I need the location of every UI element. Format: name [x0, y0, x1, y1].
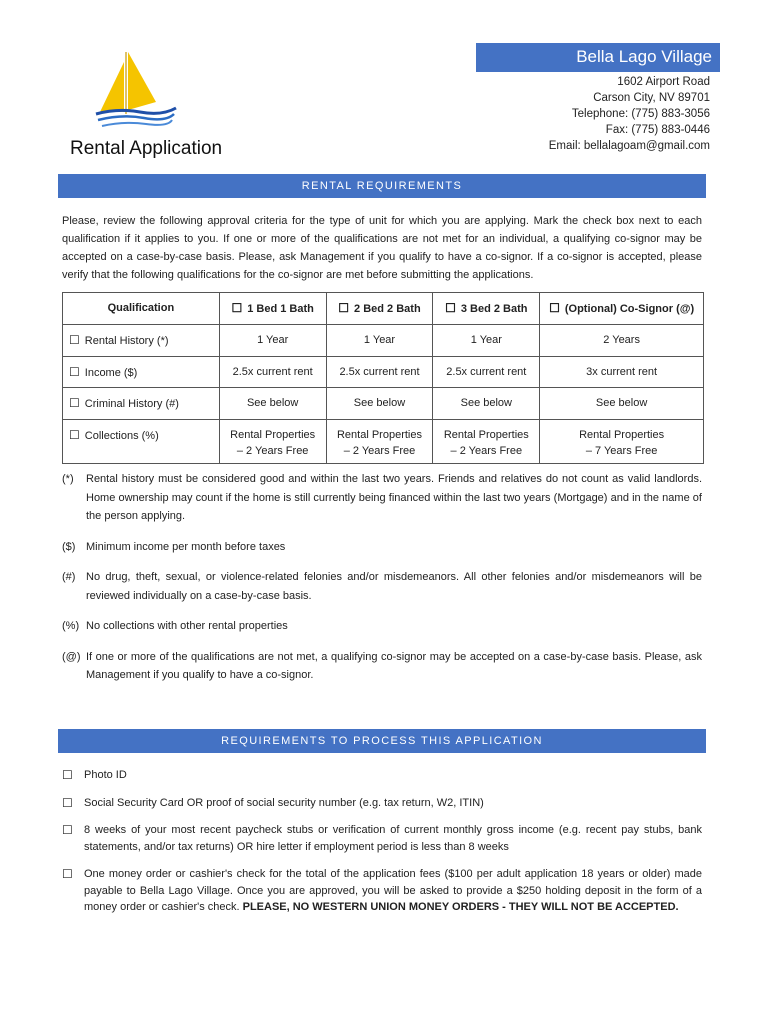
- section-header-rental-requirements: RENTAL REQUIREMENTS: [58, 174, 706, 198]
- list-item[interactable]: ☐ Social Security Card OR proof of social security number (e.g. tax return, W2, ITIN): [62, 795, 484, 810]
- table-cell: See below: [326, 388, 433, 420]
- checkbox-icon[interactable]: ☐: [62, 768, 73, 782]
- footnote: (#) No drug, theft, sexual, or violence-related felonies and/or misdemeanors. All other felonies and/or misdemeanors will be reviewed individually on a case-by-case basis.: [62, 571, 702, 602]
- table-cell: 2.5x current rent: [326, 356, 433, 388]
- checkbox-icon[interactable]: ☐: [62, 823, 73, 837]
- checkbox-icon: ☐: [69, 396, 80, 410]
- table-header-cell[interactable]: ☐ 2 Bed 2 Bath: [326, 293, 433, 325]
- intro-paragraph: Please, review the following approval criteria for the type of unit for which you are applying. Mark the check box next to each qualification if it applies to you. If one or more of the qualifications are not met for an individual, a qualifying co-signor may be accepted on a case-by-case basis. Please, ask Management if you qualify to have a co-signor. If a co-signor is accepted, please verify that the following qualifications for the co-signor are met before submitting the applications.: [62, 215, 702, 281]
- process-requirements-list: [62, 767, 702, 927]
- table-cell: See below: [433, 388, 540, 420]
- table-cell: 1 Year: [433, 325, 540, 357]
- table-row: [63, 325, 704, 357]
- org-name-banner: Bella Lago Village: [476, 43, 720, 72]
- table-cell: 2 Years: [540, 325, 704, 357]
- table-header-cell[interactable]: ☐ (Optional) Co-Signor (@): [540, 293, 704, 325]
- footnote: (@) If one or more of the qualifications are not met, a qualifying co-signor may be accepted on a case-by-case basis. Please, ask Management if you qualify to have a co-signor.: [62, 650, 702, 681]
- table-cell: 1 Year: [326, 325, 433, 357]
- checkbox-icon: ☐: [445, 301, 456, 315]
- footnote: ($) Minimum income per month before taxes: [62, 540, 286, 553]
- section-header-process-requirements: REQUIREMENTS TO PROCESS THIS APPLICATION: [58, 729, 706, 753]
- table-header-cell[interactable]: ☐ 3 Bed 2 Bath: [433, 293, 540, 325]
- table-row: [63, 388, 704, 420]
- telephone-line: Telephone: (775) 883-3056: [571, 108, 710, 120]
- table-cell: Rental Properties – 7 Years Free: [540, 419, 704, 463]
- checkbox-icon: ☐: [231, 301, 243, 315]
- table-cell: 2.5x current rent: [219, 356, 326, 388]
- checkbox-icon: ☐: [69, 333, 80, 347]
- email-line: Email: bellalagoam@gmail.com: [548, 140, 710, 152]
- checkbox-icon[interactable]: ☐: [62, 795, 73, 810]
- footnote: (*) Rental history must be considered good and within the last two years. Friends and relatives do not count as valid landlords. Home ownership may count if the home is still currently being financed within the last two years (Mortgage) and in the name of the person applying.: [62, 473, 702, 522]
- table-cell: See below: [219, 388, 326, 420]
- table-row: [63, 356, 704, 388]
- table-cell: Rental Properties – 2 Years Free: [326, 419, 433, 463]
- table-row: [63, 419, 704, 463]
- table-header-cell[interactable]: ☐ 1 Bed 1 Bath: [219, 293, 326, 325]
- fax-line: Fax: (775) 883-0446: [605, 124, 710, 136]
- table-cell: Rental Properties – 2 Years Free: [433, 419, 540, 463]
- checkbox-icon: ☐: [338, 301, 350, 315]
- table-cell: 2.5x current rent: [433, 356, 540, 388]
- org-address-block: [549, 74, 710, 154]
- warning-text: PLEASE, NO WESTERN UNION MONEY ORDERS - THEY WILL NOT BE ACCEPTED.: [242, 901, 679, 913]
- table-cell: See below: [540, 388, 704, 420]
- address-line: 1602 Airport Road: [617, 76, 710, 88]
- table-header-row: [63, 293, 704, 325]
- checkbox-icon: ☐: [69, 427, 80, 442]
- sailboat-logo-icon: [88, 50, 178, 132]
- list-item[interactable]: ☐ One money order or cashier's check for the total of the application fees ($100 per adult application 18 years or older) made payable to Bella Lago Village. Once you are approved, you will be asked to provide a $250 holding deposit in the form of a money order or cashier's check. PLEASE, NO WESTERN UNION MONEY ORDERS - THEY WILL NOT BE ACCEPTED.: [62, 866, 702, 916]
- checkbox-icon[interactable]: ☐: [62, 867, 73, 881]
- table-cell: 1 Year: [219, 325, 326, 357]
- footnote: (%) No collections with other rental properties: [62, 620, 288, 632]
- table-cell: 3x current rent: [540, 356, 704, 388]
- address-line: Carson City, NV 89701: [593, 92, 710, 104]
- qualification-cell[interactable]: ☐ Criminal History (#): [63, 388, 220, 420]
- footnotes: [62, 470, 702, 697]
- qualification-cell[interactable]: ☐ Collections (%): [63, 419, 220, 463]
- table-cell: Rental Properties – 2 Years Free: [219, 419, 326, 463]
- qualification-cell[interactable]: ☐ Rental History (*): [63, 325, 220, 357]
- document-title: Rental Application: [70, 138, 223, 159]
- requirements-table: [62, 292, 704, 464]
- table-header-cell: Qualification: [63, 293, 220, 325]
- checkbox-icon: ☐: [549, 301, 560, 315]
- qualification-cell[interactable]: ☐ Income ($): [63, 356, 220, 388]
- list-item[interactable]: ☐ 8 weeks of your most recent paycheck stubs or verification of current monthly gross income (e.g. recent pay stubs, bank statements, and/or tax returns) OR hire letter if employment period is less than 8 weeks: [62, 822, 702, 855]
- list-item[interactable]: ☐ Photo ID: [62, 768, 127, 782]
- checkbox-icon: ☐: [69, 364, 80, 379]
